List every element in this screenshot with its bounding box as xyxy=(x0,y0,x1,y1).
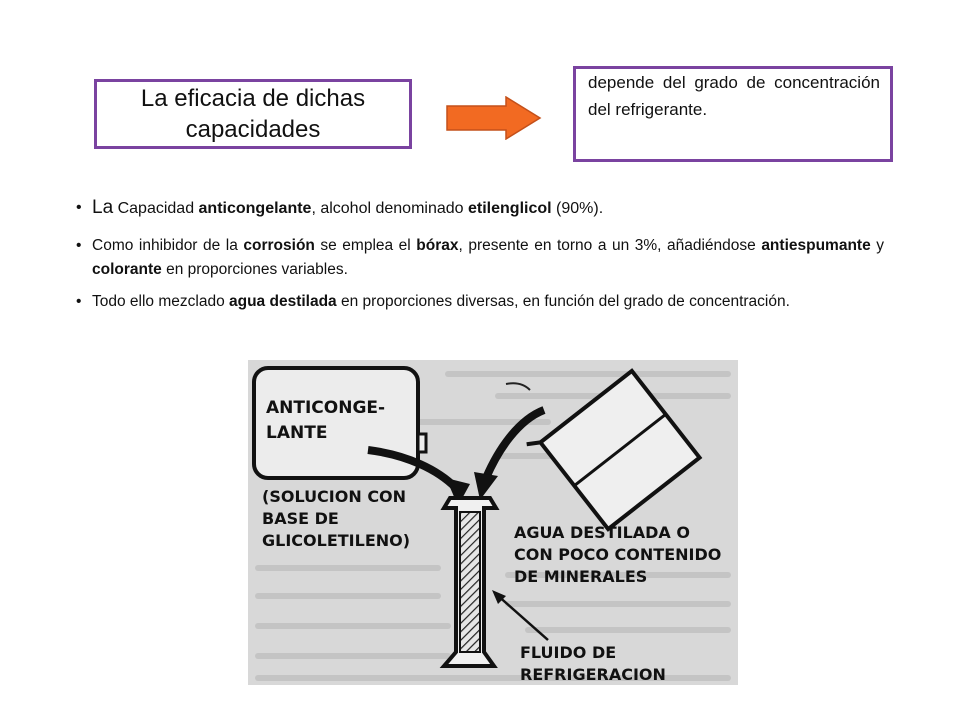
bold-term: bórax xyxy=(416,237,459,254)
right-arrow-icon xyxy=(446,96,542,140)
can-label-2: LANTE xyxy=(266,423,328,443)
bullet-dot-icon: • xyxy=(76,293,82,310)
bold-term: corrosión xyxy=(243,237,315,254)
decorative-curve xyxy=(506,383,530,390)
water-label-1: AGUA DESTILADA O xyxy=(514,523,690,542)
coolant-diagram xyxy=(248,360,738,685)
bullet-dot-icon: • xyxy=(76,237,82,254)
water-label-2: CON POCO CONTENIDO xyxy=(514,545,722,564)
bullet-list xyxy=(76,195,884,322)
bullet-corrosion xyxy=(76,234,884,282)
bold-term: antiespumante xyxy=(761,237,871,254)
can-label-1: ANTICONGE- xyxy=(266,398,386,418)
text-run: Todo ello mezclado xyxy=(92,293,229,310)
coolant-fluid xyxy=(460,512,480,652)
text-run: y xyxy=(870,237,884,254)
fluid-label-2: REFRIGERACION xyxy=(520,665,666,684)
bold-term: agua destilada xyxy=(229,293,337,310)
text-run: , alcohol denominado xyxy=(311,200,468,217)
solution-label-2: BASE DE xyxy=(262,509,339,528)
text-run: se emplea el xyxy=(314,237,417,254)
fluid-label-1: FLUIDO DE xyxy=(520,643,617,662)
water-beaker xyxy=(527,365,700,536)
bold-term: anticongelante xyxy=(198,200,312,217)
water-label-3: DE MINERALES xyxy=(514,567,648,586)
bullet-distilled-water xyxy=(76,290,884,314)
solution-label-1: (SOLUCION CON xyxy=(262,487,407,506)
efficacy-box xyxy=(94,79,412,149)
text-run: Como inhibidor de la xyxy=(92,237,244,254)
water-arrowhead-icon xyxy=(474,472,498,500)
bold-term: etilenglicol xyxy=(468,200,552,217)
bullet-dot-icon: • xyxy=(76,199,82,216)
efficacy-text: La eficacia de dichas capacidades xyxy=(140,85,366,143)
bold-term: colorante xyxy=(92,261,162,278)
concentration-text: depende del grado de concentración del refrigerante. xyxy=(588,73,880,119)
concentration-box xyxy=(573,66,893,162)
solution-label-3: GLICOLETILENO) xyxy=(262,531,411,550)
can-spout xyxy=(418,434,426,452)
text-run: , presente en torno a un 3%, añadiéndose xyxy=(458,237,762,254)
text-run: en proporciones variables. xyxy=(161,261,348,278)
text-run: en proporciones diversas, en función del grado de concentración. xyxy=(336,293,790,310)
text-run: (90%). xyxy=(551,200,604,217)
bullet-prefix: La xyxy=(92,197,114,218)
coolant-mixing-figure xyxy=(248,360,738,685)
bullet-antifreeze xyxy=(76,195,884,222)
text-run: Capacidad xyxy=(113,200,199,217)
fluid-pointer-line xyxy=(496,594,548,640)
